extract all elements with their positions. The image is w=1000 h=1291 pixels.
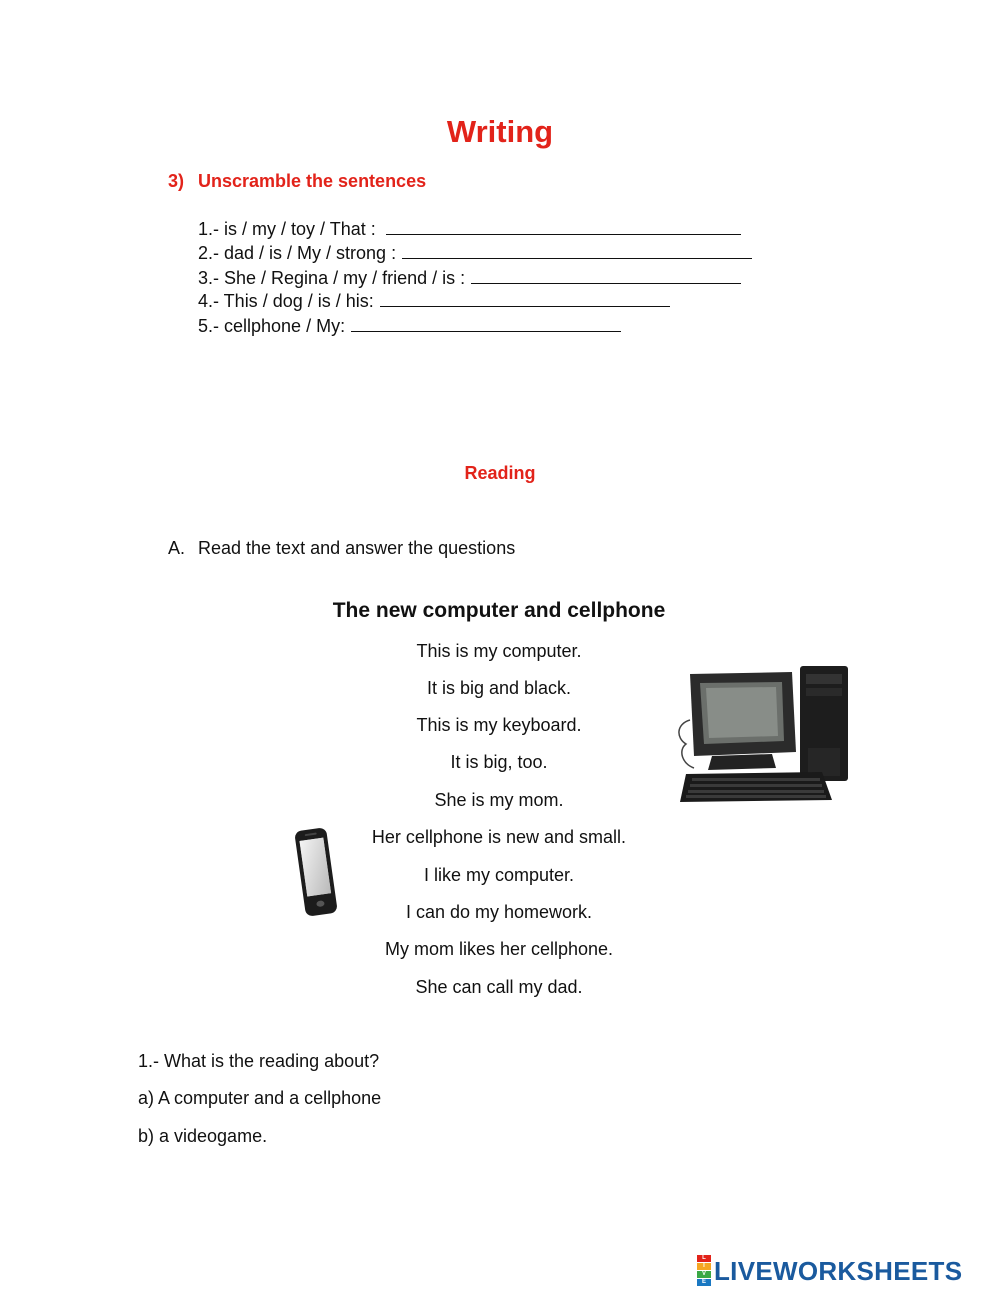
scramble-prompt: 2.- dad / is / My / strong : xyxy=(198,243,397,263)
story-line: It is big and black. xyxy=(426,678,572,698)
section-number: 3) xyxy=(168,171,185,191)
page-title: Writing xyxy=(446,114,554,149)
cellphone-illustration xyxy=(292,825,340,919)
question-1: 1.- What is the reading about? xyxy=(138,1051,380,1071)
logo-mark-icon: L I V E xyxy=(697,1255,711,1287)
story-line: Her cellphone is new and small. xyxy=(371,827,627,847)
scramble-prompt: 5.- cellphone / My: xyxy=(198,316,346,336)
answer-line[interactable] xyxy=(351,317,621,332)
instruction-text: Read the text and answer the questions xyxy=(198,538,516,558)
liveworksheets-logo xyxy=(697,1256,962,1286)
scramble-item xyxy=(198,219,741,240)
scramble-item xyxy=(198,291,670,312)
unscramble-heading xyxy=(168,171,426,192)
story-line: She can call my dad. xyxy=(415,977,583,997)
answer-line[interactable] xyxy=(386,220,741,235)
scramble-item xyxy=(198,316,621,337)
instruction-letter: A. xyxy=(168,538,186,558)
scramble-prompt: 3.- She / Regina / my / friend / is : xyxy=(198,268,466,288)
story-line: This is my keyboard. xyxy=(416,715,582,735)
story-line: I can do my homework. xyxy=(405,902,593,922)
instruction xyxy=(168,538,515,559)
scramble-item xyxy=(198,268,741,289)
answer-line[interactable] xyxy=(380,292,670,307)
computer-illustration xyxy=(672,628,862,814)
reading-heading: Reading xyxy=(464,463,536,483)
logo-text: LIVEWORKSHEETS xyxy=(714,1255,963,1286)
option-a[interactable]: a) A computer and a cellphone xyxy=(138,1088,382,1108)
story-line: I like my computer. xyxy=(423,865,575,885)
story-line: My mom likes her cellphone. xyxy=(384,939,614,959)
section-heading-text: Unscramble the sentences xyxy=(198,171,427,191)
scramble-prompt: 4.- This / dog / is / his: xyxy=(198,291,374,311)
scramble-prompt: 1.- is / my / toy / That : xyxy=(198,219,376,239)
answer-line[interactable] xyxy=(471,269,741,284)
story-line: This is my computer. xyxy=(416,641,582,661)
story-line: It is big, too. xyxy=(450,752,548,772)
option-b[interactable]: b) a videogame. xyxy=(138,1126,268,1146)
answer-line[interactable] xyxy=(402,244,752,259)
story-line: She is my mom. xyxy=(434,790,564,810)
scramble-item xyxy=(198,243,752,264)
story-title: The new computer and cellphone xyxy=(332,599,666,622)
